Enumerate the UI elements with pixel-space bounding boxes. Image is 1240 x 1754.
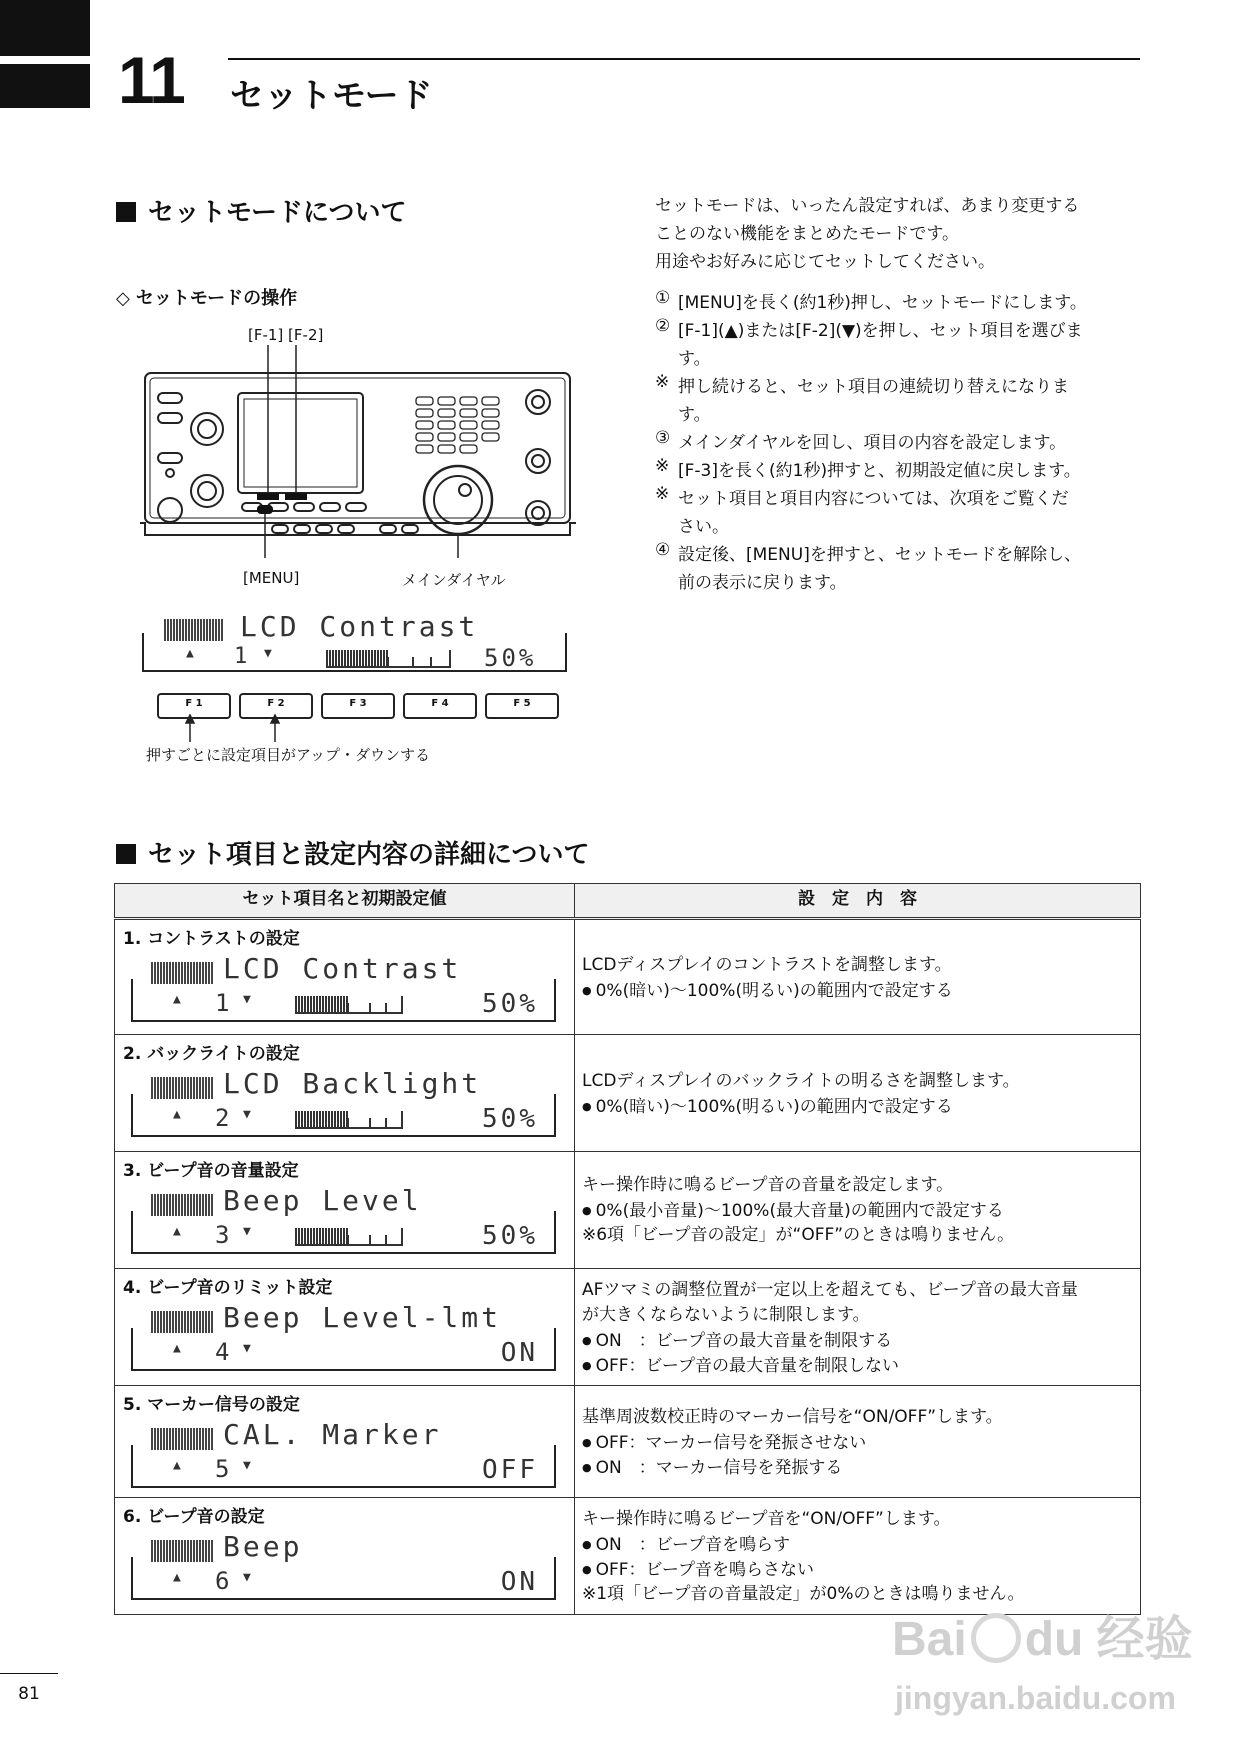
lcd-down-icon: ▼ [243, 1458, 254, 1473]
lcd-title: LCD Contrast [223, 952, 462, 985]
square-bullet-icon [116, 844, 136, 864]
meter-tick [430, 657, 432, 666]
lcd-set-indicator-icon [151, 1428, 213, 1450]
step-text: [MENU]を長く(約1秒)押し、セットモードにします。 [678, 293, 1087, 313]
lcd-up-icon: ▲ [173, 1107, 184, 1122]
lcd-item-no: 6 [215, 1567, 233, 1595]
description-text: 基準周波数校正時のマーカー信号を“ON/OFF”します。 [582, 1407, 1003, 1427]
meter-tick [369, 1003, 371, 1012]
step-text: セット項目と項目内容については、次項をご覧くだ [678, 489, 1069, 509]
setting-cell [115, 1152, 575, 1269]
transceiver-illustration [140, 345, 580, 560]
lcd-level-meter [326, 650, 451, 668]
lcd-display [131, 1418, 556, 1488]
meter-fill [326, 650, 389, 666]
lcd-up-icon: ▲ [173, 992, 184, 1007]
lcd-down-icon: ▼ [243, 1224, 254, 1239]
col-header-item: セット項目名と初期設定値 [115, 884, 575, 919]
step-marker: ※ [655, 484, 670, 504]
col-header-content: 設 定 内 容 [575, 884, 1141, 919]
description-text: が大きくならないように制限します。 [582, 1305, 870, 1325]
lcd-frame [131, 1557, 556, 1600]
lcd-title: Beep [223, 1530, 303, 1563]
lcd-display [131, 1067, 556, 1137]
page-number: 81 [0, 1673, 58, 1704]
lcd-display [131, 1184, 556, 1254]
setting-description-cell [575, 1152, 1141, 1269]
lcd-up-icon: ▲ [173, 1341, 184, 1356]
lcd-item-no: 2 [215, 1104, 233, 1132]
description-text: キー操作時に鳴るビープ音を“ON/OFF”します。 [582, 1509, 951, 1529]
lcd-title: Beep Level [223, 1184, 422, 1217]
meter-tick [401, 1228, 403, 1244]
description-text: AFツマミの調整位置が一定以上を超えても、ビープ音の最大音量 [582, 1280, 1078, 1300]
chapter-title: セットモード [230, 76, 433, 116]
lcd-value: 50% [482, 1104, 538, 1134]
menu-callout-label: [MENU] [243, 569, 300, 587]
function-key-2[interactable]: F 2 [239, 693, 313, 719]
table-row [115, 1386, 1141, 1498]
step-text: 前の表示に戻ります。 [678, 573, 847, 593]
chapter-number: 11 [118, 43, 184, 117]
lcd-set-indicator-icon [151, 1540, 213, 1562]
watermark-logo: Bai du 经验 [892, 1613, 1193, 1666]
lcd-down-icon: ▼ [264, 646, 275, 661]
setting-title: 5. マーカー信号の設定 [123, 1395, 300, 1415]
lcd-set-indicator-icon [151, 1194, 213, 1216]
step-marker: ① [655, 288, 671, 308]
lcd-down-icon: ▼ [243, 1341, 254, 1356]
note-text: ※6項「ビープ音の設定」が“OFF”のときは鳴りません。 [582, 1225, 1015, 1245]
lcd-title: LCD Backlight [223, 1067, 482, 1100]
setting-description-cell [575, 1498, 1141, 1615]
bullet-item: ● OFF：ビープ音の最大音量を制限しない [582, 1353, 899, 1379]
description-text: LCDディスプレイのコントラストを調整します。 [582, 955, 952, 975]
bullet-item: ● ON ：マーカー信号を発振する [582, 1455, 842, 1481]
step-text: メインダイヤルを回し、項目の内容を設定します。 [678, 433, 1067, 453]
lcd-display [131, 1301, 556, 1371]
lcd-level-meter [295, 1228, 403, 1246]
table-row [115, 1035, 1141, 1152]
bullet-item: ● OFF：マーカー信号を発振させない [582, 1430, 866, 1456]
meter-tick [387, 657, 389, 666]
setting-cell [115, 1269, 575, 1386]
lcd-value: 50% [484, 644, 537, 672]
lcd-value: ON [500, 1567, 538, 1597]
lcd-title: CAL. Marker [223, 1418, 442, 1451]
lcd-item-no: 4 [215, 1338, 233, 1366]
step-marker: ※ [655, 456, 670, 476]
step-marker: ④ [655, 540, 671, 560]
lcd-set-indicator-icon [151, 1077, 213, 1099]
lcd-item-no: 1 [234, 644, 251, 669]
lcd-down-icon: ▼ [243, 1107, 254, 1122]
meter-fill [295, 1111, 349, 1127]
setting-cell [115, 1386, 575, 1498]
lcd-display-large [142, 612, 567, 672]
lcd-up-icon: ▲ [173, 1224, 184, 1239]
function-key-4[interactable]: F 4 [403, 693, 477, 719]
setting-title: 6. ビープ音の設定 [123, 1507, 265, 1527]
lcd-frame [131, 1328, 556, 1371]
step-text: 設定後、[MENU]を押すと、セットモードを解除し、 [678, 545, 1082, 565]
lcd-title: LCD Contrast [240, 610, 479, 643]
lcd-value: OFF [482, 1455, 538, 1485]
watermark-url: jingyan.baidu.com [895, 1680, 1176, 1716]
lcd-up-icon: ▲ [173, 1458, 184, 1473]
bullet-item: ● ON ：ビープ音の最大音量を制限する [582, 1328, 892, 1354]
setting-description-cell [575, 1269, 1141, 1386]
lcd-title: Beep Level-lmt [223, 1301, 502, 1334]
lcd-value: 50% [482, 1221, 538, 1251]
setting-title: 1. コントラストの設定 [123, 929, 300, 949]
bullet-item: ● 0%(暗い)〜100%(明るい)の範囲内で設定する [582, 978, 953, 1004]
meter-tick [369, 1118, 371, 1127]
description-text: キー操作時に鳴るビープ音の音量を設定します。 [582, 1175, 954, 1195]
lcd-set-indicator-icon [164, 619, 224, 641]
setting-description-cell [575, 1386, 1141, 1498]
meter-tick [369, 1235, 371, 1244]
step-text: [F-3]を長く(約1秒)押すと、初期設定値に戻します。 [678, 461, 1081, 481]
table-row [115, 1152, 1141, 1269]
meter-tick [401, 996, 403, 1012]
description-text: LCDディスプレイのバックライトの明るさを調整します。 [582, 1071, 1020, 1091]
meter-tick [347, 1003, 349, 1012]
function-key-1[interactable]: F 1 [157, 693, 231, 719]
lcd-up-icon: ▲ [186, 646, 197, 661]
setting-cell [115, 919, 575, 1035]
lcd-item-no: 1 [215, 989, 233, 1017]
meter-tick [385, 1003, 387, 1012]
step-text: [F-1](▲)または[F-2](▼)を押し、セット項目を選びま [678, 321, 1083, 341]
step-marker: ② [655, 316, 671, 336]
step-marker: ③ [655, 428, 671, 448]
step-text: す。 [678, 405, 711, 425]
lcd-down-icon: ▼ [243, 1570, 254, 1585]
setting-title: 4. ビープ音のリミット設定 [123, 1278, 333, 1298]
square-bullet-icon [116, 202, 136, 222]
step-text: 押し続けると、セット項目の連続切り替えになりま [678, 377, 1069, 397]
lcd-set-indicator-icon [151, 1311, 213, 1333]
lcd-up-icon: ▲ [173, 1570, 184, 1585]
meter-tick [412, 657, 414, 666]
bullet-item: ● 0%(暗い)〜100%(明るい)の範囲内で設定する [582, 1094, 953, 1120]
setting-cell [115, 1498, 575, 1615]
lcd-item-no: 3 [215, 1221, 233, 1249]
step-text: さい。 [678, 517, 729, 537]
section2-heading: セット項目と設定内容の詳細について [116, 834, 589, 871]
meter-tick [385, 1118, 387, 1127]
lcd-value: 50% [482, 989, 538, 1019]
step-text: す。 [678, 349, 711, 369]
fkey-caption: 押すごとに設定項目がアップ・ダウンする [146, 746, 430, 764]
fkeys-callout-label: [F-1] [F-2] [248, 326, 324, 344]
lcd-level-meter [295, 1111, 403, 1129]
lcd-display [131, 1530, 556, 1600]
meter-tick [347, 1118, 349, 1127]
function-key-3[interactable]: F 3 [321, 693, 395, 719]
table-row [115, 919, 1141, 1035]
fkey-arrows [180, 714, 290, 744]
meter-tick [449, 650, 451, 666]
dial-callout-label: メインダイヤル [402, 571, 506, 589]
table-row [115, 1498, 1141, 1615]
meter-tick [401, 1111, 403, 1127]
meter-fill [295, 1228, 349, 1244]
bullet-item: ● ON ：ビープ音を鳴らす [582, 1532, 790, 1558]
settings-table [114, 883, 1141, 1615]
note-text: ※1項「ビープ音の音量設定」が0%のときは鳴りません。 [582, 1584, 1025, 1604]
lcd-set-indicator-icon [151, 962, 213, 984]
meter-tick [347, 1235, 349, 1244]
setting-description-cell [575, 919, 1141, 1035]
setting-title: 2. バックライトの設定 [123, 1044, 300, 1064]
chapter-tab-top [0, 0, 90, 56]
lcd-value: ON [500, 1338, 538, 1368]
step-marker: ※ [655, 372, 670, 392]
function-key-5[interactable]: F 5 [485, 693, 559, 719]
lcd-level-meter [295, 996, 403, 1014]
setting-description-cell [575, 1035, 1141, 1152]
bullet-item: ● 0%(最小音量)〜100%(最大音量)の範囲内で設定する [582, 1198, 1004, 1224]
meter-tick [385, 1235, 387, 1244]
lcd-down-icon: ▼ [243, 992, 254, 1007]
setting-title: 3. ビープ音の音量設定 [123, 1161, 299, 1181]
chapter-rule [228, 58, 1140, 60]
table-row [115, 1269, 1141, 1386]
lcd-item-no: 5 [215, 1455, 233, 1483]
bullet-item: ● OFF：ビープ音を鳴らさない [582, 1557, 814, 1583]
lcd-display [131, 952, 556, 1022]
section1-heading: セットモードについて [116, 192, 406, 229]
meter-fill [295, 996, 349, 1012]
chapter-tab-bottom [0, 64, 90, 108]
section1-subheading: ◇ セットモードの操作 [116, 288, 298, 309]
setting-cell [115, 1035, 575, 1152]
